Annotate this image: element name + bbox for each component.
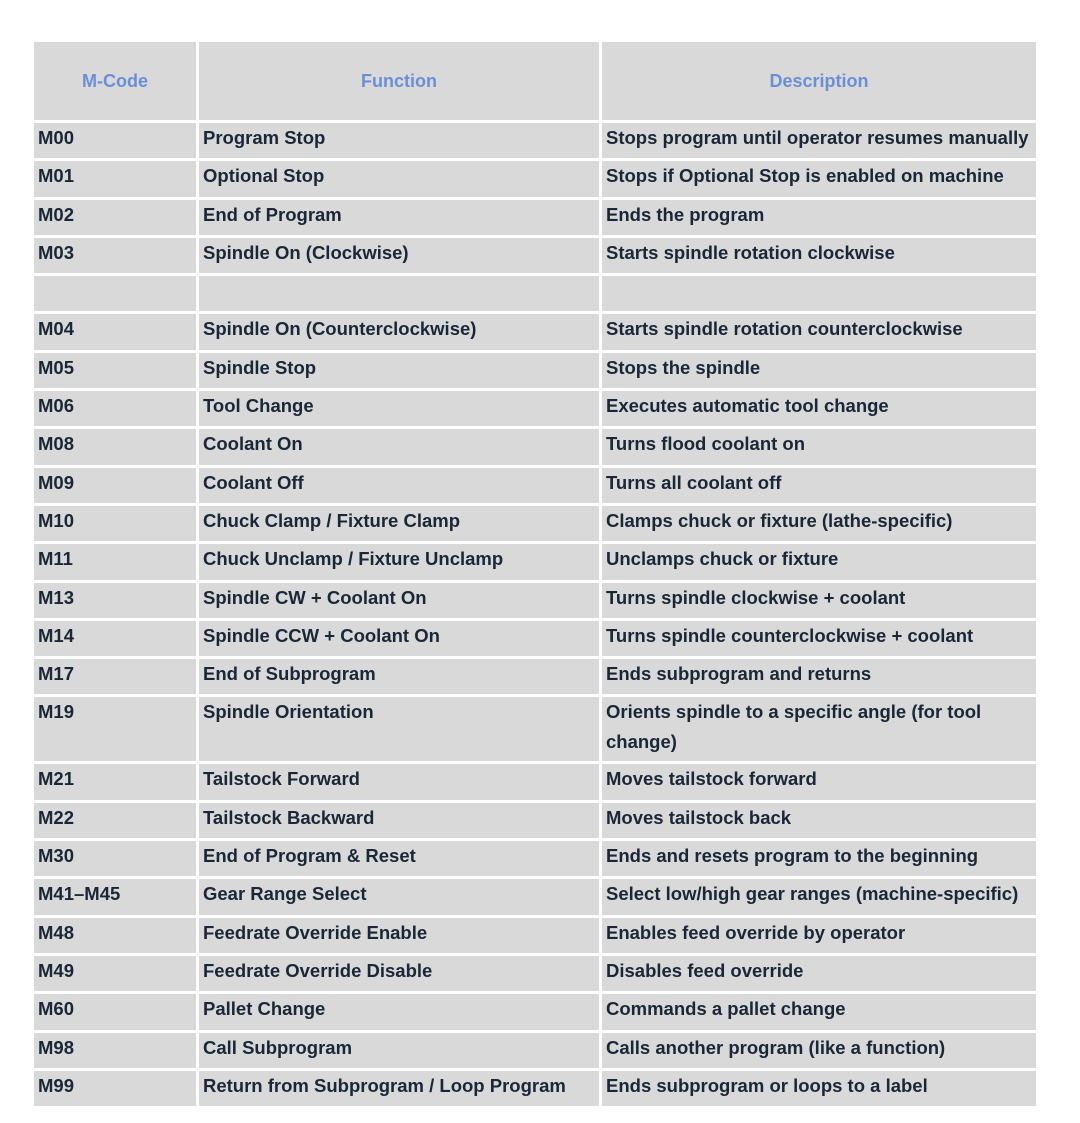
mcode-cell: M00 [34, 123, 196, 158]
description-cell: Ends and resets program to the beginning [602, 841, 1036, 876]
table-row [34, 803, 1036, 838]
description-cell: Clamps chuck or fixture (lathe-specific) [602, 506, 1036, 541]
function-cell: Gear Range Select [199, 879, 599, 914]
description-cell: Disables feed override [602, 956, 1036, 991]
description-cell: Turns spindle clockwise + coolant [602, 583, 1036, 618]
description-cell: Calls another program (like a function) [602, 1033, 1036, 1068]
mcode-cell: M04 [34, 314, 196, 349]
description-cell: Starts spindle rotation counterclockwise [602, 314, 1036, 349]
table-row [34, 583, 1036, 618]
function-cell: Program Stop [199, 123, 599, 158]
function-cell: Spindle On (Clockwise) [199, 238, 599, 273]
function-cell: Coolant On [199, 429, 599, 464]
mcode-cell: M10 [34, 506, 196, 541]
function-cell: Tool Change [199, 391, 599, 426]
table-row [34, 391, 1036, 426]
mcode-cell: M30 [34, 841, 196, 876]
function-cell: Feedrate Override Enable [199, 918, 599, 953]
table-row [34, 276, 1036, 311]
header-row [34, 42, 1036, 120]
function-cell: End of Program [199, 200, 599, 235]
table-row [34, 918, 1036, 953]
function-cell: Spindle Orientation [199, 697, 599, 761]
mcode-cell: M01 [34, 161, 196, 196]
table-row [34, 697, 1036, 761]
description-cell: Executes automatic tool change [602, 391, 1036, 426]
header-function: Function [199, 42, 599, 120]
function-cell: Chuck Clamp / Fixture Clamp [199, 506, 599, 541]
table-row [34, 468, 1036, 503]
function-cell: Coolant Off [199, 468, 599, 503]
table-body [34, 123, 1036, 1106]
description-cell: Commands a pallet change [602, 994, 1036, 1029]
function-cell: Spindle CCW + Coolant On [199, 621, 599, 656]
table-row [34, 956, 1036, 991]
description-cell: Ends subprogram and returns [602, 659, 1036, 694]
function-cell: Call Subprogram [199, 1033, 599, 1068]
mcode-cell: M19 [34, 697, 196, 761]
description-cell: Ends subprogram or loops to a label [602, 1071, 1036, 1106]
mcode-cell: M99 [34, 1071, 196, 1106]
function-cell: Pallet Change [199, 994, 599, 1029]
table-row [34, 238, 1036, 273]
mcode-cell: M05 [34, 353, 196, 388]
header-mcode: M-Code [34, 42, 196, 120]
function-cell: Optional Stop [199, 161, 599, 196]
function-cell: Tailstock Backward [199, 803, 599, 838]
table-row [34, 764, 1036, 799]
mcode-cell: M49 [34, 956, 196, 991]
mcode-cell [34, 276, 196, 311]
mcode-cell: M02 [34, 200, 196, 235]
description-cell: Turns flood coolant on [602, 429, 1036, 464]
mcode-cell: M21 [34, 764, 196, 799]
mcode-cell: M98 [34, 1033, 196, 1068]
function-cell: Spindle CW + Coolant On [199, 583, 599, 618]
table-row [34, 506, 1036, 541]
table-row [34, 353, 1036, 388]
description-cell: Stops the spindle [602, 353, 1036, 388]
table-row [34, 621, 1036, 656]
mcode-cell: M22 [34, 803, 196, 838]
description-cell [602, 276, 1036, 311]
function-cell: End of Subprogram [199, 659, 599, 694]
description-cell: Moves tailstock forward [602, 764, 1036, 799]
mcode-table [31, 39, 1039, 1109]
description-cell: Stops program until operator resumes manually [602, 123, 1036, 158]
description-cell: Moves tailstock back [602, 803, 1036, 838]
function-cell: Tailstock Forward [199, 764, 599, 799]
header-description: Description [602, 42, 1036, 120]
description-cell: Select low/high gear ranges (machine-specific) [602, 879, 1036, 914]
function-cell: Feedrate Override Disable [199, 956, 599, 991]
table-row [34, 200, 1036, 235]
table-header [34, 42, 1036, 120]
mcode-cell: M17 [34, 659, 196, 694]
function-cell: Return from Subprogram / Loop Program [199, 1071, 599, 1106]
mcode-cell: M14 [34, 621, 196, 656]
description-cell: Enables feed override by operator [602, 918, 1036, 953]
mcode-cell: M06 [34, 391, 196, 426]
table-row [34, 1033, 1036, 1068]
mcode-cell: M60 [34, 994, 196, 1029]
table-row [34, 841, 1036, 876]
table-row [34, 161, 1036, 196]
table-row [34, 879, 1036, 914]
mcode-cell: M08 [34, 429, 196, 464]
mcode-cell: M13 [34, 583, 196, 618]
table-row [34, 429, 1036, 464]
table-row [34, 544, 1036, 579]
function-cell [199, 276, 599, 311]
function-cell: Spindle On (Counterclockwise) [199, 314, 599, 349]
mcode-cell: M41–M45 [34, 879, 196, 914]
description-cell: Starts spindle rotation clockwise [602, 238, 1036, 273]
description-cell: Turns spindle counterclockwise + coolant [602, 621, 1036, 656]
table-row [34, 314, 1036, 349]
description-cell: Turns all coolant off [602, 468, 1036, 503]
function-cell: Chuck Unclamp / Fixture Unclamp [199, 544, 599, 579]
function-cell: Spindle Stop [199, 353, 599, 388]
description-cell: Orients spindle to a specific angle (for tool change) [602, 697, 1036, 761]
table-row [34, 994, 1036, 1029]
mcode-cell: M03 [34, 238, 196, 273]
mcode-cell: M48 [34, 918, 196, 953]
table-row [34, 123, 1036, 158]
table-row [34, 1071, 1036, 1106]
table-row [34, 659, 1036, 694]
description-cell: Stops if Optional Stop is enabled on machine [602, 161, 1036, 196]
description-cell: Unclamps chuck or fixture [602, 544, 1036, 579]
mcode-cell: M11 [34, 544, 196, 579]
function-cell: End of Program & Reset [199, 841, 599, 876]
description-cell: Ends the program [602, 200, 1036, 235]
mcode-cell: M09 [34, 468, 196, 503]
